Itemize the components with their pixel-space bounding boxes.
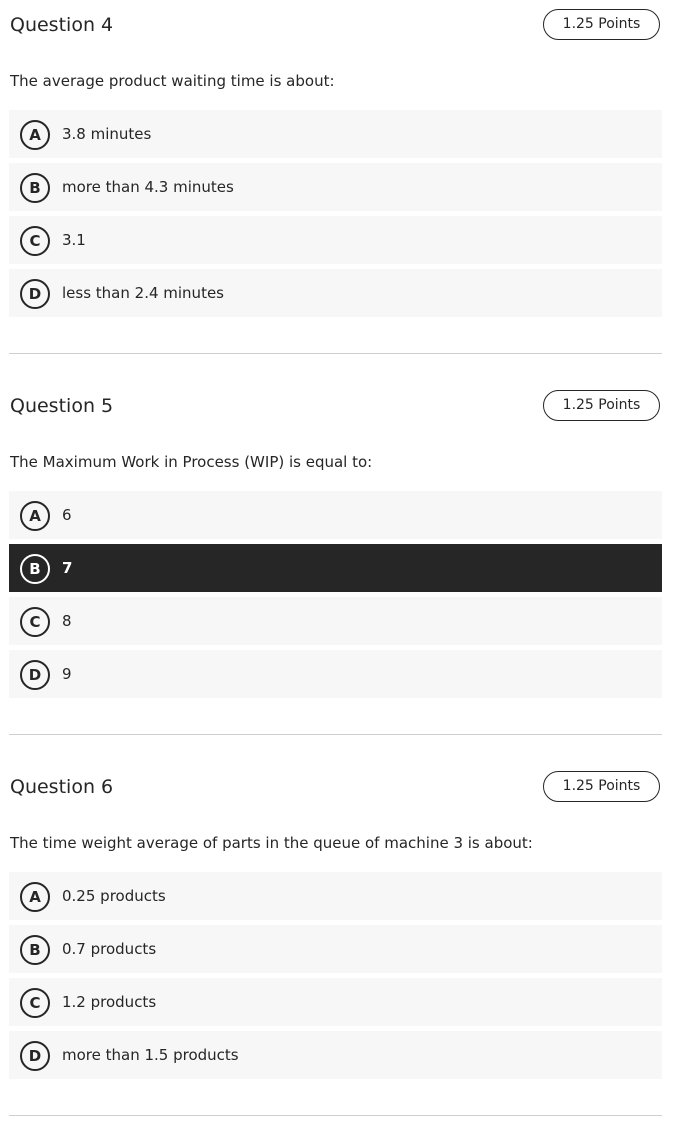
question-prompt: The average product waiting time is about:: [10, 72, 335, 90]
option-text: 6: [62, 506, 72, 524]
option-text: 7: [62, 559, 73, 577]
option-letter-badge: B: [20, 554, 50, 584]
option-text: more than 1.5 products: [62, 1046, 239, 1064]
answer-option-c[interactable]: [9, 978, 662, 1026]
question-title: Question 5: [10, 395, 114, 417]
answer-option-d[interactable]: [9, 269, 662, 317]
option-text: more than 4.3 minutes: [62, 178, 234, 196]
answer-option-b[interactable]: [9, 163, 662, 211]
option-letter-badge: D: [20, 660, 50, 690]
question-title: Question 4: [10, 14, 114, 36]
question-divider: [9, 353, 662, 354]
question-block: [0, 381, 695, 762]
answer-option-c[interactable]: [9, 216, 662, 264]
question-prompt: The Maximum Work in Process (WIP) is equal to:: [10, 453, 373, 471]
option-text: 0.7 products: [62, 940, 157, 958]
option-letter-badge: A: [20, 882, 50, 912]
option-text: 8: [62, 612, 72, 630]
answer-options: [9, 491, 662, 703]
answer-option-a[interactable]: [9, 491, 662, 539]
option-text: 1.2 products: [62, 993, 157, 1011]
option-text: 3.8 minutes: [62, 125, 152, 143]
option-letter-badge: D: [20, 1041, 50, 1071]
question-block: [0, 762, 695, 1143]
option-letter-badge: B: [20, 935, 50, 965]
option-letter-badge: C: [20, 607, 50, 637]
option-letter-badge: C: [20, 988, 50, 1018]
option-text: less than 2.4 minutes: [62, 284, 224, 302]
answer-option-d[interactable]: [9, 650, 662, 698]
answer-option-d[interactable]: [9, 1031, 662, 1079]
question-prompt: The time weight average of parts in the queue of machine 3 is about:: [10, 834, 533, 852]
option-letter-badge: B: [20, 173, 50, 203]
answer-option-b-selected[interactable]: [9, 544, 662, 592]
question-divider: [9, 1115, 662, 1116]
question-divider: [9, 734, 662, 735]
option-text: 9: [62, 665, 72, 683]
answer-options: [9, 872, 662, 1084]
option-letter-badge: A: [20, 501, 50, 531]
option-letter-badge: A: [20, 120, 50, 150]
answer-options: [9, 110, 662, 322]
answer-option-a[interactable]: [9, 872, 662, 920]
points-badge: 1.25 Points: [543, 771, 660, 802]
option-letter-badge: D: [20, 279, 50, 309]
question-title: Question 6: [10, 776, 114, 798]
option-text: 0.25 products: [62, 887, 166, 905]
answer-option-b[interactable]: [9, 925, 662, 973]
points-badge: 1.25 Points: [543, 390, 660, 421]
answer-option-c[interactable]: [9, 597, 662, 645]
answer-option-a[interactable]: [9, 110, 662, 158]
option-letter-badge: C: [20, 226, 50, 256]
option-text: 3.1: [62, 231, 86, 249]
question-block: [0, 0, 695, 381]
points-badge: 1.25 Points: [543, 9, 660, 40]
